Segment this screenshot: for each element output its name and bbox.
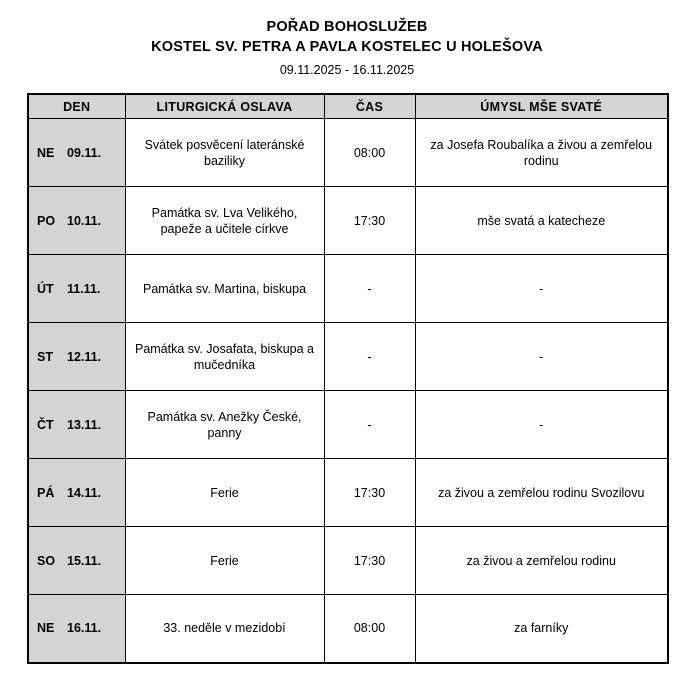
column-header-celebration: LITURGICKÁ OSLAVA bbox=[125, 94, 324, 119]
cell-day bbox=[28, 323, 125, 391]
page-title: POŘAD BOHOSLUŽEB bbox=[266, 19, 428, 35]
cell-celebration: Památka sv. Lva Velikého, papeže a učitele církve bbox=[125, 187, 324, 255]
cell-time: 17:30 bbox=[324, 527, 415, 595]
cell-intention: za farníky bbox=[415, 595, 668, 663]
page-subtitle: KOSTEL SV. PETRA A PAVLA KOSTELEC U HOLEŠOVA bbox=[151, 39, 543, 55]
day-date: 12.11. bbox=[67, 349, 102, 364]
day-of-week: NE bbox=[37, 621, 55, 636]
cell-celebration: Svátek posvěcení lateránské baziliky bbox=[125, 119, 324, 187]
cell-day bbox=[28, 119, 125, 187]
cell-day bbox=[28, 391, 125, 459]
table-row bbox=[28, 187, 668, 255]
document-header bbox=[0, 0, 694, 80]
table-row bbox=[28, 119, 668, 187]
day-date: 10.11. bbox=[67, 213, 102, 228]
cell-intention: - bbox=[415, 255, 668, 323]
cell-time: 17:30 bbox=[324, 187, 415, 255]
cell-time: 08:00 bbox=[324, 119, 415, 187]
day-of-week: ST bbox=[37, 349, 53, 364]
day-of-week: ÚT bbox=[37, 281, 54, 296]
day-date: 09.11. bbox=[67, 145, 102, 160]
table-row bbox=[28, 527, 668, 595]
table-body bbox=[28, 119, 668, 663]
day-date: 15.11. bbox=[67, 553, 102, 568]
schedule-table bbox=[27, 93, 669, 664]
cell-time: 08:00 bbox=[324, 595, 415, 663]
day-of-week: PO bbox=[37, 213, 56, 228]
cell-time: - bbox=[324, 255, 415, 323]
date-range: 09.11.2025 - 16.11.2025 bbox=[279, 63, 415, 77]
day-of-week: PÁ bbox=[37, 485, 55, 500]
cell-day bbox=[28, 595, 125, 663]
cell-time: 17:30 bbox=[324, 459, 415, 527]
cell-day bbox=[28, 459, 125, 527]
cell-intention: - bbox=[415, 391, 668, 459]
day-of-week: NE bbox=[37, 145, 55, 160]
table-row bbox=[28, 255, 668, 323]
cell-celebration: 33. neděle v mezidobí bbox=[125, 595, 324, 663]
cell-time: - bbox=[324, 323, 415, 391]
cell-intention: mše svatá a katecheze bbox=[415, 187, 668, 255]
table-row bbox=[28, 595, 668, 663]
cell-day bbox=[28, 527, 125, 595]
day-date: 16.11. bbox=[67, 621, 102, 636]
schedule-table-wrapper bbox=[27, 93, 667, 664]
cell-intention: za živou a zemřelou rodinu Svozilovu bbox=[415, 459, 668, 527]
cell-time: - bbox=[324, 391, 415, 459]
day-of-week: SO bbox=[37, 553, 56, 568]
cell-day bbox=[28, 187, 125, 255]
cell-celebration: Ferie bbox=[125, 527, 324, 595]
table-row bbox=[28, 391, 668, 459]
column-header-intention: ÚMYSL MŠE SVATÉ bbox=[415, 94, 668, 119]
cell-intention: - bbox=[415, 323, 668, 391]
cell-day bbox=[28, 255, 125, 323]
day-date: 14.11. bbox=[67, 485, 102, 500]
table-header bbox=[28, 94, 668, 119]
cell-intention: za Josefa Roubalíka a živou a zemřelou rodinu bbox=[415, 119, 668, 187]
column-header-time: ČAS bbox=[324, 94, 415, 119]
cell-intention: za živou a zemřelou rodinu bbox=[415, 527, 668, 595]
table-row bbox=[28, 323, 668, 391]
cell-celebration: Památka sv. Martina, biskupa bbox=[125, 255, 324, 323]
table-row bbox=[28, 459, 668, 527]
day-of-week: ČT bbox=[37, 417, 54, 432]
cell-celebration: Památka sv. Anežky České, panny bbox=[125, 391, 324, 459]
cell-celebration: Památka sv. Josafata, biskupa a mučedníka bbox=[125, 323, 324, 391]
table-header-row bbox=[28, 94, 668, 119]
column-header-day: DEN bbox=[28, 94, 125, 119]
day-date: 11.11. bbox=[67, 281, 101, 296]
day-date: 13.11. bbox=[67, 417, 102, 432]
cell-celebration: Ferie bbox=[125, 459, 324, 527]
